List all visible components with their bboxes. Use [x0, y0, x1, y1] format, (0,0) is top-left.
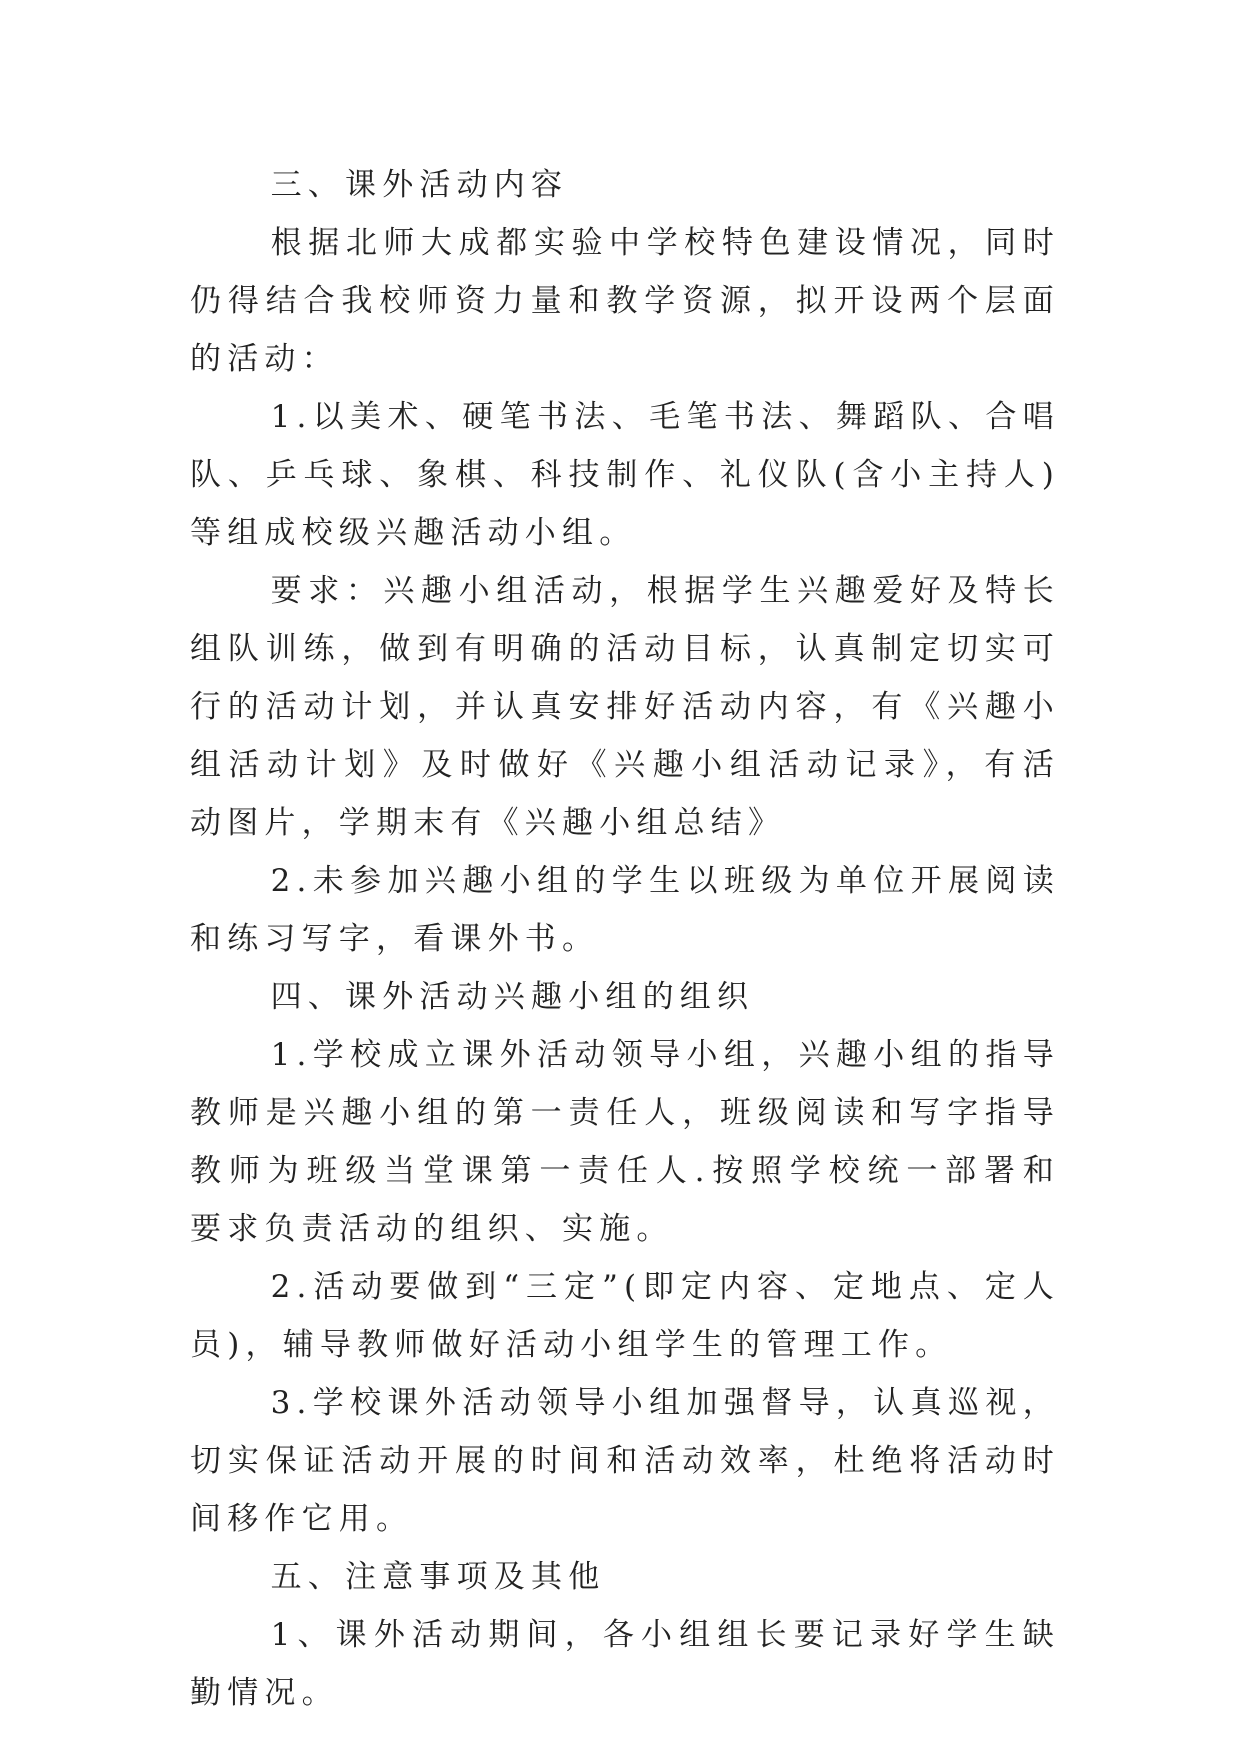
paragraph-intro: 根据北师大成都实验中学校特色建设情况，同时仍得结合我校师资力量和教学资源，拟开设两个层面的活动：: [190, 225, 1060, 377]
document-body: [190, 156, 1060, 1722]
list-item-leadership-group: 1.学校成立课外活动领导小组，兴趣小组的指导教师是兴趣小组的第一责任人，班级阅读和写字指导教师为班级当堂课第一责任人.按照学校统一部署和要求负责活动的组织、实施。: [190, 1037, 1060, 1247]
paragraph-requirements: 要求：兴趣小组活动，根据学生兴趣爱好及特长组队训练，做到有明确的活动目标，认真制定切实可行的活动计划，并认真安排好活动内容，有《兴趣小组活动计划》及时做好《兴趣小组活动记录》，有活动图片，学期末有《兴趣小组总结》: [190, 573, 1060, 841]
section-heading-notes: 五、注意事项及其他: [270, 1559, 606, 1595]
list-item-attendance: 1、课外活动期间，各小组组长要记录好学生缺勤情况。: [190, 1617, 1060, 1711]
section-heading-organization: 四、课外活动兴趣小组的组织: [270, 979, 755, 1015]
list-item-interest-groups: 1.以美术、硬笔书法、毛笔书法、舞蹈队、合唱队、乒乓球、象棋、科技制作、礼仪队(含小主持人)等组成校级兴趣活动小组。: [190, 399, 1060, 551]
section-heading-activity-content: 三、课外活动内容: [270, 167, 569, 203]
list-item-supervision: 3.学校课外活动领导小组加强督导，认真巡视，切实保证活动开展的时间和活动效率，杜绝将活动时间移作它用。: [190, 1385, 1060, 1537]
list-item-three-fixed: 2.活动要做到“三定”(即定内容、定地点、定人员)，辅导教师做好活动小组学生的管理工作。: [190, 1269, 1060, 1363]
list-item-reading-writing: 2.未参加兴趣小组的学生以班级为单位开展阅读和练习写字，看课外书。: [190, 863, 1060, 957]
